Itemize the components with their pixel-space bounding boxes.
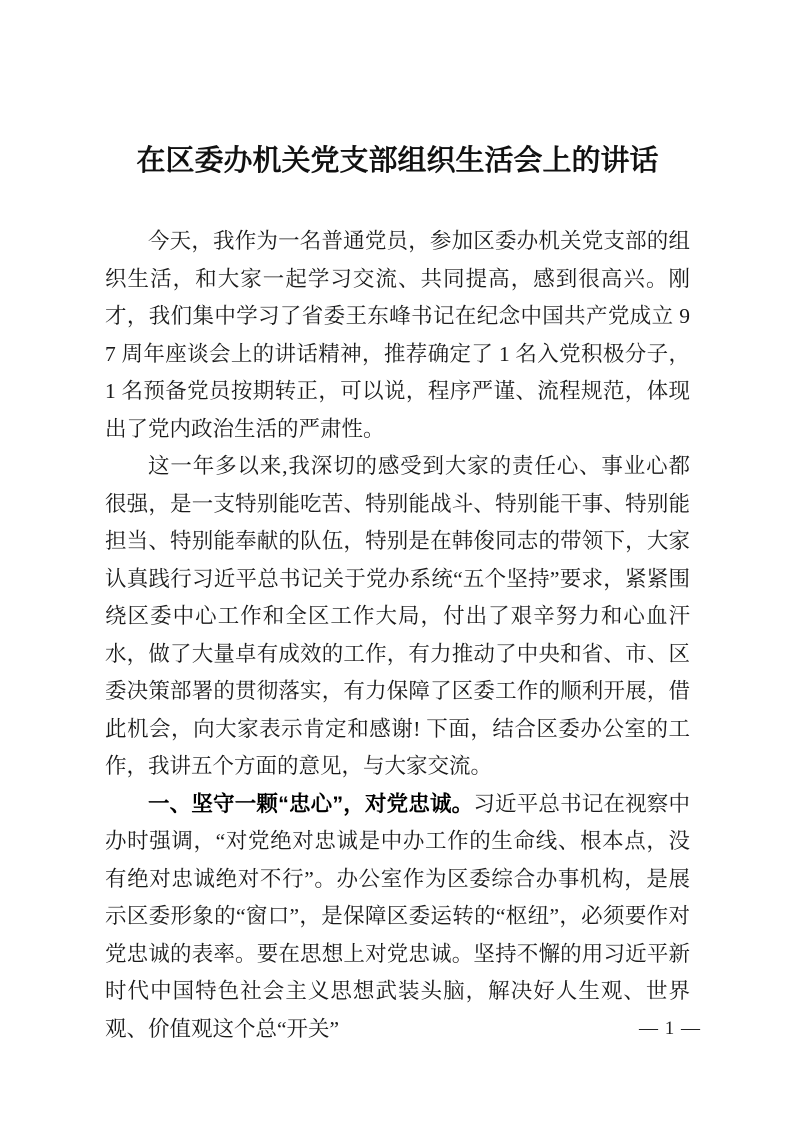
paragraph-opening: 今天，我作为一名普通党员，参加区委办机关党支部的组织生活，和大家一起学习交流、共同提高，感到很高兴。刚才，我们集中学习了省委王东峰书记在纪念中国共产党成立 97 周年座谈会上的讲话精神，推荐确定了 1 名入党积极分子，1 名预备党员按期转正，可以说，程序严谨、流程规范，体现出了党内政治生活的严肃性。 xyxy=(105,229,690,441)
document-body xyxy=(105,223,690,1048)
paragraph-review: 这一年多以来,我深切的感受到大家的责任心、事业心都很强，是一支特别能吃苦、特别能战斗、特别能干事、特别能担当、特别能奉献的队伍，特别是在韩俊同志的带领下，大家认真践行习近平总书记关于党办系统“五个坚持”要求，紧紧围绕区委中心工作和全区工作大局，付出了艰辛努力和心血汗水，做了大量卓有成效的工作，有力推动了中央和省、市、区委决策部署的贯彻落实，有力保障了区委工作的顺利开展，借此机会，向大家表示肯定和感谢! 下面，结合区委办公室的工作，我讲五个方面的意见，与大家交流。 xyxy=(105,454,690,778)
document-title: 在区委办机关党支部组织生活会上的讲话 xyxy=(136,145,659,177)
document-content xyxy=(105,0,690,1048)
section-one-body: 习近平总书记在视察中办时强调，“对党绝对忠诚是中办工作的生命线、根本点，没有绝对忠诚绝对不行”。办公室作为区委综合办事机构，是展示区委形象的“窗口”，是保障区委运转的“枢纽”，必须要作对党忠诚的表率。要在思想上对党忠诚。坚持不懈的用习近平新时代中国特色社会主义思想武装头脑，解决好人生观、世界观、价值观这个总“开关” xyxy=(105,791,690,1041)
page-number: — 1 — xyxy=(639,1018,701,1039)
paragraph-section-one xyxy=(105,786,690,1049)
section-one-heading: 一、坚守一颗“忠心”，对党忠诚。 xyxy=(148,791,474,816)
